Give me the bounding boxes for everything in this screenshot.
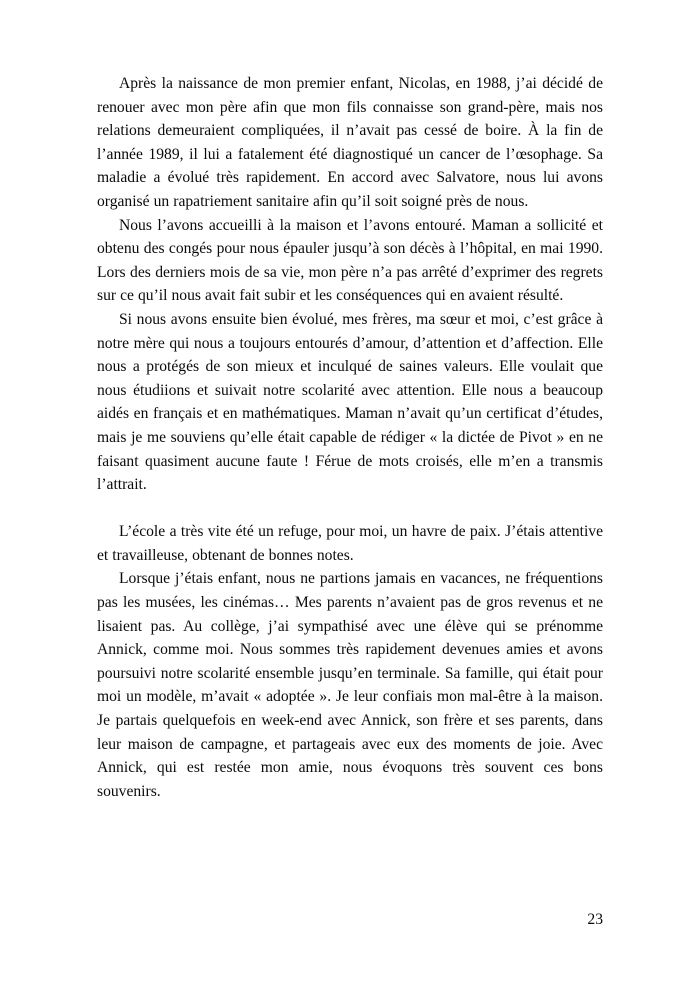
page-number: 23 <box>587 911 603 928</box>
body-text-block <box>97 72 603 803</box>
paragraph: Si nous avons ensuite bien évolué, mes frères, ma sœur et moi, c’est grâce à notre mère qui nous a toujours entourés d’amour, d’attention et d’affection. Elle nous a protégés de son mieux et inculqué de saines valeurs. Elle voulait que nous étudiions et suivait notre scolarité avec attention. Elle nous a beaucoup aidés en français et en mathématiques. Maman n’avait qu’un certificat d’études, mais je me souviens qu’elle était capable de rédiger « la dictée de Pivot » en ne faisant quasiment aucune faute ! Férue de mots croisés, elle m’en a transmis l’attrait. <box>97 310 603 494</box>
paragraph: Lorsque j’étais enfant, nous ne partions jamais en vacances, ne fréquentions pas les musées, les cinémas… Mes parents n’avaient pas de gros revenus et ne lisaient pas. Au collège, j’ai sympathisé avec une élève qui se prénomme Annick, comme moi. Nous sommes très rapidement devenues amies et avons poursuivi notre scolarité ensemble jusqu’en terminale. Sa famille, qui était pour moi un modèle, m’avait « adoptée ». Je leur confiais mon mal-être à la maison. Je partais quelquefois en week-end avec Annick, son frère et ses parents, dans leur maison de campagne, et partageais avec eux des moments de joie. Avec Annick, qui est restée mon amie, nous évoquons très souvent ces bons souvenirs. <box>97 570 603 800</box>
paragraph: Après la naissance de mon premier enfant, Nicolas, en 1988, j’ai décidé de renouer avec mon père afin que mon fils connaisse son grand-père, mais nos relations demeuraient compliquées, il n’avait pas cessé de boire. À la fin de l’année 1989, il lui a fatalement été diagnostiqué un cancer de l’œsophage. Sa maladie a évolué très rapidement. En accord avec Salvatore, nous lui avons organisé un rapatriement sanitaire afin qu’il soit soigné près de nous. <box>97 75 603 210</box>
paragraph: Nous l’avons accueilli à la maison et l’avons entouré. Maman a sollicité et obtenu des congés pour nous épauler jusqu’à son décès à l’hôpital, en mai 1990. Lors des derniers mois de sa vie, mon père n’a pas arrêté d’exprimer des regrets sur ce qu’il nous avait fait subir et les conséquences qui en avaient résulté. <box>97 216 603 305</box>
paragraph: L’école a très vite été un refuge, pour moi, un havre de paix. J’étais attentive et travailleuse, obtenant de bonnes notes. <box>97 523 603 564</box>
